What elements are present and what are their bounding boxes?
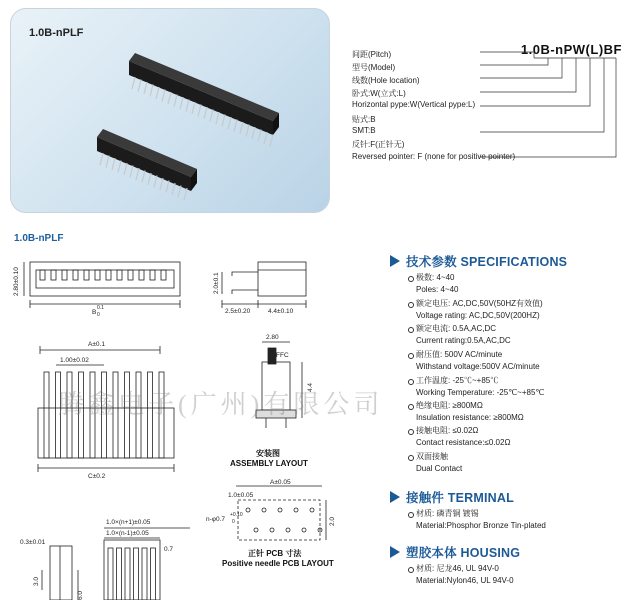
spec-poles-en: Poles: 4~40 xyxy=(416,285,459,294)
arrow-icon xyxy=(390,491,400,503)
arrow-icon xyxy=(390,255,400,267)
code-line-type-cn: 卧式:W(立式:L) xyxy=(352,89,406,98)
dim-w25: 2.5±0.20 xyxy=(225,308,251,315)
dim-p100: 1.00±0.02 xyxy=(60,357,89,364)
dim-h20: 2.0±0.1 xyxy=(213,272,220,294)
spec-voltage-cn: 额定电压: AC,DC,50V(50HZ有效值) xyxy=(416,299,543,308)
housing-header xyxy=(390,543,520,561)
dim-h44: 4.4 xyxy=(307,382,314,392)
part-code: 1.0B-nPW(L)BF xyxy=(520,42,622,57)
bullet-icon xyxy=(408,455,414,461)
code-line-type-en: Horizontal pype:W(Vertical pype:L) xyxy=(352,100,476,109)
code-line-model: 型号(Model) xyxy=(352,63,396,72)
spec-contact-en: Contact resistance:≤0.02Ω xyxy=(416,438,511,447)
dim-w44: 4.4±0.10 xyxy=(268,308,294,315)
spec-temp-en: Working Temperature: -25℃~+85℃ xyxy=(416,388,545,397)
dim-c02: C±0.2 xyxy=(88,473,106,480)
housing-material-en: Material:Nylon46, UL 94V-0 xyxy=(416,576,514,585)
dim-v30: 3.0 xyxy=(33,576,40,586)
terminal-header-text: 接触件 TERMINAL xyxy=(406,491,514,505)
spec-header-text: 技术参数 SPECIFICATIONS xyxy=(406,255,568,269)
dim-n07-sup: +0.10 xyxy=(230,512,243,518)
bullet-icon xyxy=(408,429,414,435)
dim-t07: 0.7 xyxy=(164,546,174,553)
code-line-reverse-cn: 反针:F(正针无) xyxy=(352,140,405,149)
card-title: 1.0B-nPLF xyxy=(29,27,84,39)
dim-a01: A±0.1 xyxy=(88,341,105,348)
code-line-smt-cn: 贴式:B xyxy=(352,115,376,124)
spec-withstand-cn: 耐压值: 500V AC/minute xyxy=(416,350,503,359)
dim-p1n1b: 1.0×(n-1)±0.05 xyxy=(106,530,149,537)
pcb-label-cn: 正针 PCB 寸法 xyxy=(248,549,302,558)
spec-header xyxy=(390,252,567,270)
spec-contact-cn: 接触电阻: ≤0.02Ω xyxy=(416,426,479,435)
terminal-material-cn: 材质: 磷青铜 镀锡 xyxy=(416,509,479,518)
spec-current-cn: 额定电流: 0.5A,AC,DC xyxy=(416,324,497,333)
code-line-pitch: 间距(Pitch) xyxy=(352,50,392,59)
dim-h20b: 2.0 xyxy=(329,516,336,526)
dim-n07: n-φ0.7 xyxy=(206,516,226,523)
terminal-material-en: Material:Phosphor Bronze Tin-plated xyxy=(416,521,546,530)
dim-p1005: 1.0±0.05 xyxy=(228,492,254,499)
assembly-label-cn: 安装图 xyxy=(256,449,280,458)
dim-width-b-sub: 0 xyxy=(97,312,100,318)
spec-dual-cn: 双面接触 xyxy=(416,452,448,461)
dim-a005: A±0.05 xyxy=(270,479,291,486)
bullet-icon xyxy=(408,404,414,410)
terminal-header xyxy=(390,488,514,506)
side-view-drawing xyxy=(222,262,306,308)
bullet-icon xyxy=(408,379,414,385)
dim-width-b: B xyxy=(92,309,97,316)
bullet-icon xyxy=(408,567,414,573)
bullet-icon xyxy=(408,302,414,308)
pcb-label-en: Positive needle PCB LAYOUT xyxy=(222,559,334,568)
assembly-label-en: ASSEMBLY LAYOUT xyxy=(230,459,308,468)
drawing-section-title: 1.0B-nPLF xyxy=(14,233,64,244)
spec-insulation-cn: 绝缘电阻: ≥800MΩ xyxy=(416,401,483,410)
code-line-reverse-en: Reversed pointer: F (none for positive pointer) xyxy=(352,152,516,161)
spec-withstand-en: Withstand voltage:500V AC/minute xyxy=(416,362,540,371)
spec-dual-en: Dual Contact xyxy=(416,464,463,473)
bullet-icon xyxy=(408,353,414,359)
bullet-icon xyxy=(408,512,414,518)
part-code-breakdown xyxy=(350,36,630,176)
dim-t280: 2.80 xyxy=(266,334,279,341)
housing-header-text: 塑胶本体 HOUSING xyxy=(406,546,521,560)
watermark-text: 腾鑫电子(广州)有限公司 xyxy=(58,390,384,419)
code-line-smt-en: SMT:B xyxy=(352,126,376,135)
spec-poles-cn: 极数: 4~40 xyxy=(416,273,455,282)
arrow-icon xyxy=(390,546,400,558)
dim-t03: 0.3±0.01 xyxy=(20,539,46,546)
code-line-hole: 线数(Hole location) xyxy=(352,76,420,85)
dim-p1n1: 1.0×(n+1)±0.05 xyxy=(106,519,151,526)
dim-ffc: FFC xyxy=(276,352,289,359)
housing-material-cn: 材质: 尼龙46, UL 94V-0 xyxy=(416,564,499,573)
dim-width-b-sup: 0.1 xyxy=(97,305,104,311)
spec-voltage-en: Voltage rating: AC,DC,50V(200HZ) xyxy=(416,311,540,320)
dim-v60: 6.0 xyxy=(77,590,84,600)
bottom-side-drawing xyxy=(42,528,190,600)
spec-current-en: Current rating:0.5A,AC,DC xyxy=(416,336,511,345)
spec-insulation-en: Insulation resistance: ≥800MΩ xyxy=(416,413,524,422)
dim-n07-sub: 0 xyxy=(232,519,235,525)
bullet-icon xyxy=(408,327,414,333)
top-view-drawing xyxy=(24,262,180,308)
bullet-icon xyxy=(408,276,414,282)
spec-temp-cn: 工作温度: -25℃~+85℃ xyxy=(416,376,499,385)
dim-height-280: 2.80±0.10 xyxy=(13,267,20,296)
